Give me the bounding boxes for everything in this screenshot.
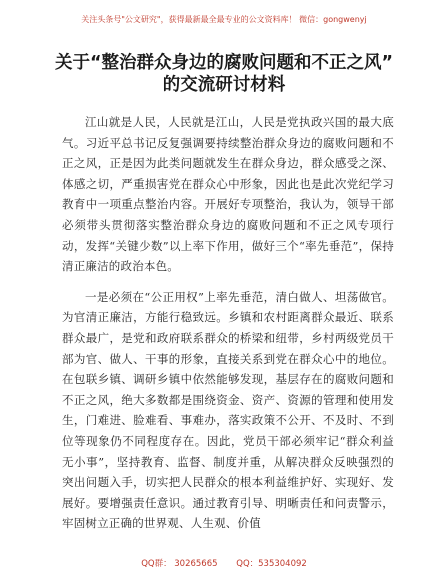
body-paragraph-1: 江山就是人民，人民就是江山，人民是党执政兴国的最大底气。习近平总书记反复强调要持续整治群众身边的腐败问题和不正之风，正是因为此类问题就发生在群众身边，群众感受之深、体感之切，严重损害党在群众心中形象，因此也是此次党纪学习教育中一项重点整治内容。开展好专项整治，我认为，领导干部必须带头贯彻落实整治群众身边的腐败问题和不正之风专项行动，发挥“关键少数”以上率下作用，做好三个“率先垂范”，保持清正廉洁的政治本色。 — [62, 115, 394, 274]
title-line-2: 的交流研讨材料 — [162, 75, 286, 95]
footer-contact — [20, 558, 428, 570]
footer-qq: QQ：535304092 — [236, 559, 307, 569]
header-promo-note: 关注头条号"公文研究"，获得最新最全最专业的公文资料库！ 微信：gongwenyj — [81, 15, 367, 24]
document-title — [20, 52, 428, 96]
document-body — [62, 112, 394, 544]
title-line-1: 关于“整治群众身边的腐败问题和不正之风” — [54, 53, 393, 73]
footer-qq-group: QQ群： 30265665 — [141, 559, 218, 569]
body-paragraph-2: 一是必须在“公正用权”上率先垂范，清白做人、坦荡做官。为官清正廉洁，方能行稳致远。乡镇和农村距离群众最近、联系群众最广，是党和政府联系群众的桥梁和纽带，乡村两级党员干部为官、做人、干事的形象，直接关系到党在群众心中的地位。在包联乡镇、调研乡镇中依然能够发现，基层存在的腐败问题和不正之风，绝大多数都是围绕资金、资产、资源的管理和使用发生，门难进、脸难看、事难办，落实政策不公开、不及时、不到位等现象仍不同程度存在。因此，党员干部必须牢记“群众利益无小事”，坚持教育、监督、制度并重，从解决群众反映强烈的突出问题入手，切实把人民群众的根本利益维护好、实现好、发展好。要增强责任意识。通过教育引导、明晰责任和问责警示，牢固树立正确的世界观、人生观、价值 — [62, 289, 394, 531]
